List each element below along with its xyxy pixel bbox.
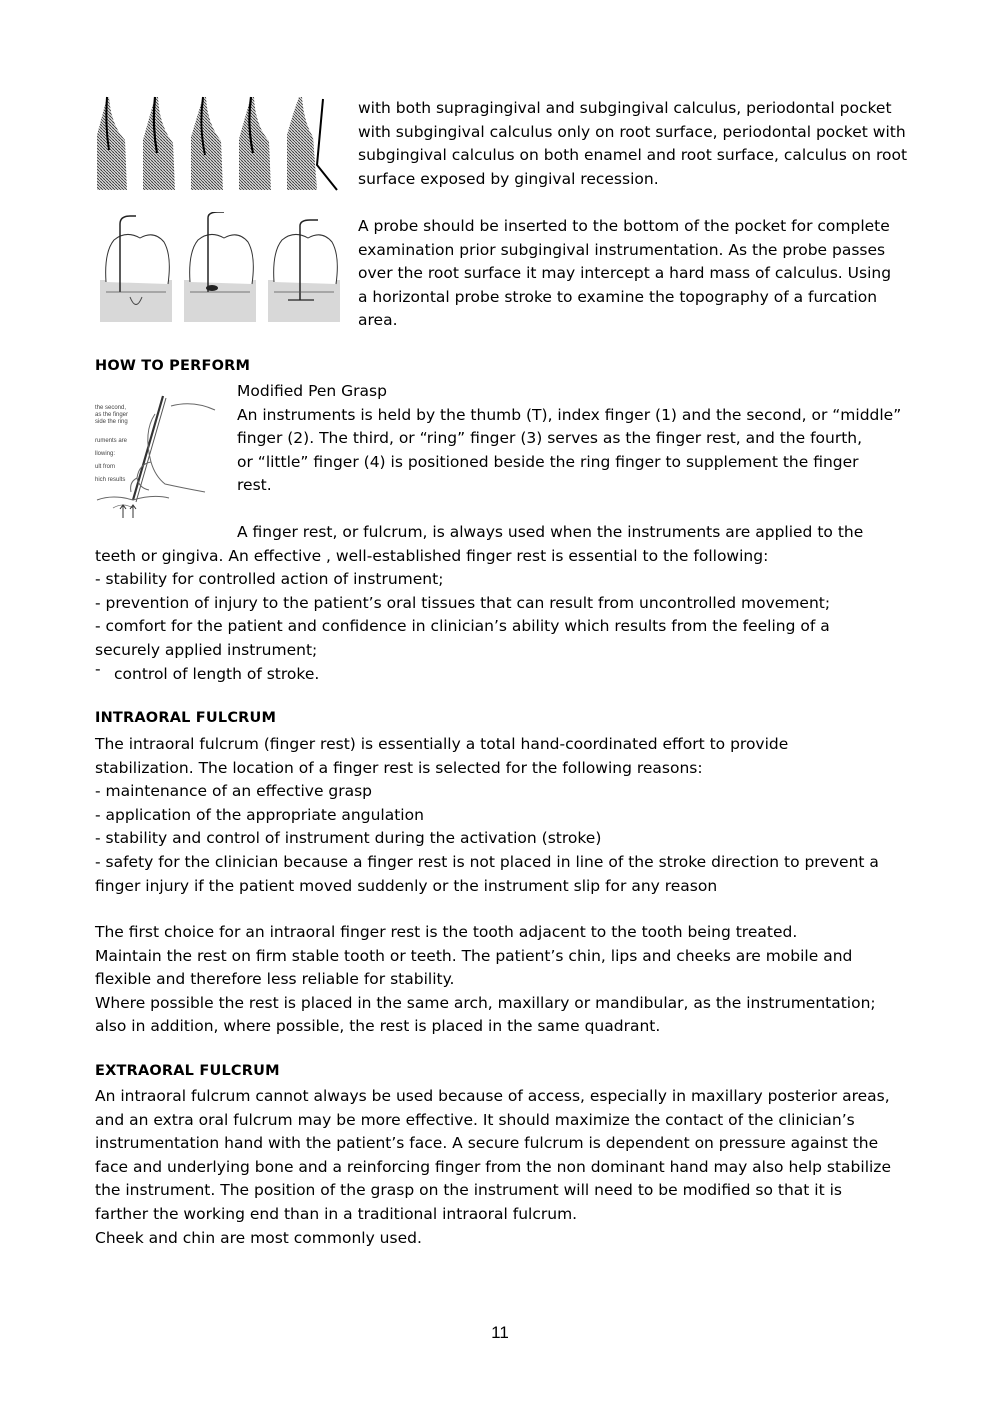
- text-line: - stability for controlled action of instrument;: [95, 570, 444, 589]
- text-line: finger injury if the patient moved suddenly or the instrument slip for any reason: [95, 876, 718, 895]
- calculus-pocket-figure: [95, 95, 340, 193]
- figure-label: ult from: [95, 464, 116, 470]
- text-line: with subgingival calculus only on root surface, periodontal pocket with: [358, 122, 906, 141]
- figure-label: side the ring: [95, 419, 128, 425]
- text-line: surface exposed by gingival recession.: [358, 169, 659, 188]
- text-line: securely applied instrument;: [95, 640, 318, 659]
- text-line: - comfort for the patient and confidence in clinician’s ability which results from the feeling of a: [95, 617, 830, 636]
- page-number: 11: [491, 1323, 509, 1342]
- text-line: over the root surface it may intercept a hard mass of calculus. Using: [358, 264, 892, 283]
- text-line: A probe should be inserted to the bottom of the pocket for complete: [358, 217, 890, 235]
- figure-label: the second,: [95, 405, 127, 411]
- extraoral-fulcrum-heading: EXTRAORAL FULCRUM: [95, 1063, 280, 1079]
- text-line: Where possible the rest is placed in the same arch, maxillary or mandibular, as the instrumentation;: [95, 993, 876, 1012]
- text-line: and an extra oral fulcrum may be more effective. It should maximize the contact of the clinician’s: [95, 1110, 855, 1129]
- text-line: control of length of stroke.: [114, 664, 320, 683]
- figure-label: ruments are: [95, 438, 128, 444]
- figure-label: hich results: [95, 477, 126, 483]
- figure-label: as the finger: [95, 412, 129, 418]
- text-line: stabilization. The location of a finger rest is selected for the following reasons:: [95, 758, 703, 777]
- tooth-drawing-5: [287, 97, 337, 190]
- text-line: or “little” finger (4) is positioned beside the ring finger to supplement the finger: [237, 452, 859, 471]
- text-line: finger (2). The third, or “ring” finger (3) serves as the finger rest, and the fourth,: [237, 429, 863, 448]
- tooth-drawing-4: [239, 97, 271, 190]
- intraoral-description: [95, 733, 925, 898]
- pen-grasp-figure: [93, 392, 218, 520]
- intraoral-choice-description: [95, 921, 925, 1039]
- text-line: - application of the appropriate angulation: [95, 805, 424, 824]
- extraoral-description: [95, 1085, 925, 1250]
- text-line: with both supragingival and subgingival calculus, periodontal pocket: [358, 99, 892, 117]
- probe-drawing-3: [268, 220, 340, 322]
- figure-label: llowing:: [95, 451, 116, 457]
- intraoral-fulcrum-heading: INTRAORAL FULCRUM: [95, 710, 277, 726]
- grasp-title: Modified Pen Grasp: [237, 382, 387, 400]
- text-line: rest.: [237, 476, 272, 495]
- probe-description: [358, 215, 918, 333]
- tooth-drawing-1: [97, 97, 127, 190]
- pen-grasp-description: [237, 380, 917, 498]
- tooth-drawing-2: [143, 97, 175, 190]
- text-line: Cheek and chin are most commonly used.: [95, 1228, 422, 1247]
- fulcrum-description: [95, 521, 925, 686]
- text-line: area.: [358, 311, 398, 330]
- probe-pocket-figure: [100, 212, 342, 324]
- bullet-dash: -: [95, 659, 101, 678]
- text-line: subgingival calculus on both enamel and root surface, calculus on root: [358, 146, 908, 165]
- text-line: Maintain the rest on firm stable tooth or teeth. The patient’s chin, lips and cheeks are mobile and: [95, 946, 853, 965]
- probe-drawing-2: [184, 212, 256, 322]
- bullet-item: [95, 659, 925, 687]
- text-line: also in addition, where possible, the rest is placed in the same quadrant.: [95, 1017, 661, 1036]
- tooth-drawing-3: [191, 97, 223, 190]
- text-line: - stability and control of instrument during the activation (stroke): [95, 829, 602, 848]
- text-line: instrumentation hand with the patient’s face. A secure fulcrum is dependent on pressure against the: [95, 1134, 879, 1153]
- text-line: An instruments is held by the thumb (T), index finger (1) and the second, or “middle”: [237, 405, 902, 424]
- text-line: - prevention of injury to the patient’s oral tissues that can result from uncontrolled movement;: [95, 593, 831, 612]
- text-line: farther the working end than in a traditional intraoral fulcrum.: [95, 1204, 578, 1223]
- text-line: An intraoral fulcrum cannot always be used because of access, especially in maxillary posterior areas,: [95, 1087, 890, 1105]
- text-line: teeth or gingiva. An effective , well-established finger rest is essential to the following:: [95, 546, 769, 565]
- text-line: the instrument. The position of the grasp on the instrument will need to be modified so that it is: [95, 1181, 842, 1200]
- text-line: The intraoral fulcrum (finger rest) is essentially a total hand-coordinated effort to provide: [95, 735, 789, 753]
- text-line: face and underlying bone and a reinforcing finger from the non dominant hand may also help stabilize: [95, 1157, 891, 1176]
- how-to-perform-heading: HOW TO PERFORM: [95, 358, 251, 374]
- text-line: a horizontal probe stroke to examine the topography of a furcation: [358, 287, 878, 306]
- text-line: examination prior subgingival instrumentation. As the probe passes: [358, 240, 886, 259]
- calculus-description: [358, 97, 918, 191]
- text-line: - maintenance of an effective grasp: [95, 782, 373, 801]
- text-line: flexible and therefore less reliable for stability.: [95, 970, 455, 989]
- text-line: The first choice for an intraoral finger rest is the tooth adjacent to the tooth being treated.: [95, 923, 798, 941]
- text-line: A finger rest, or fulcrum, is always used when the instruments are applied to the: [237, 523, 864, 541]
- text-line: - safety for the clinician because a finger rest is not placed in line of the stroke direction to prevent a: [95, 852, 879, 871]
- probe-drawing-1: [100, 216, 172, 322]
